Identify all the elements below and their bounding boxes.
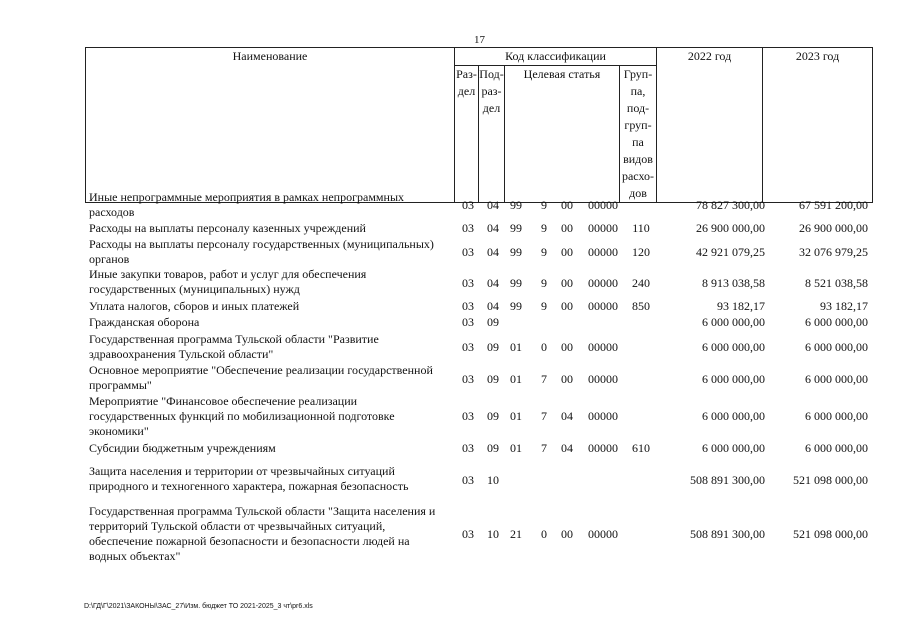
cell-target-direction: 00000 bbox=[588, 299, 618, 313]
cell-2022: 508 891 300,00 bbox=[690, 473, 765, 487]
row-name: Расходы на выплаты персоналу казенных учреждений bbox=[89, 221, 366, 235]
row-name: Иные закупки товаров, работ и услуг для обеспечения государственных (муниципальных) нужд bbox=[89, 267, 367, 296]
cell-target-direction: 00000 bbox=[588, 441, 618, 455]
table-row bbox=[85, 332, 875, 362]
cell-group: 120 bbox=[632, 245, 650, 259]
cell-target-direction: 00000 bbox=[588, 527, 618, 541]
cell-2023: 8 521 038,58 bbox=[805, 276, 868, 290]
cell-target-event: 00 bbox=[561, 340, 573, 354]
cell-target-program: 01 bbox=[510, 409, 522, 423]
cell-2023: 26 900 000,00 bbox=[799, 221, 868, 235]
cell-2022: 93 182,17 bbox=[717, 299, 765, 313]
header-group: Груп- па, под- груп- па видов расхо- дов bbox=[620, 66, 657, 203]
cell-2023: 93 182,17 bbox=[820, 299, 868, 313]
cell-razdel: 03 bbox=[462, 473, 474, 487]
cell-target-direction: 00000 bbox=[588, 221, 618, 235]
cell-podrazdel: 04 bbox=[487, 221, 499, 235]
cell-target-program: 99 bbox=[510, 276, 522, 290]
cell-target-subprogram: 0 bbox=[541, 340, 547, 354]
header-code: Код классификации bbox=[455, 48, 657, 66]
cell-group: 850 bbox=[632, 299, 650, 313]
cell-2022: 6 000 000,00 bbox=[702, 340, 765, 354]
header-name: Наименование bbox=[86, 48, 455, 203]
cell-podrazdel: 10 bbox=[487, 527, 499, 541]
cell-razdel: 03 bbox=[462, 315, 474, 329]
cell-target-subprogram: 7 bbox=[541, 441, 547, 455]
cell-target-program: 21 bbox=[510, 527, 522, 541]
cell-2023: 6 000 000,00 bbox=[805, 409, 868, 423]
table-row bbox=[85, 464, 875, 496]
cell-target-direction: 00000 bbox=[588, 340, 618, 354]
row-name: Расходы на выплаты персоналу государственных (муниципальных) органов bbox=[89, 237, 434, 266]
cell-target-program: 01 bbox=[510, 372, 522, 386]
cell-podrazdel: 09 bbox=[487, 409, 499, 423]
cell-target-event: 04 bbox=[561, 409, 573, 423]
row-name: Защита населения и территории от чрезвычайных ситуаций природного и техногенного характера, пожарная безопасность bbox=[89, 464, 409, 493]
cell-group: 240 bbox=[632, 276, 650, 290]
cell-razdel: 03 bbox=[462, 441, 474, 455]
cell-razdel: 03 bbox=[462, 198, 474, 212]
table-row bbox=[85, 299, 875, 315]
page-number: 17 bbox=[474, 34, 485, 46]
cell-podrazdel: 09 bbox=[487, 372, 499, 386]
cell-2022: 6 000 000,00 bbox=[702, 441, 765, 455]
cell-podrazdel: 04 bbox=[487, 198, 499, 212]
cell-2023: 6 000 000,00 bbox=[805, 340, 868, 354]
row-name: Государственная программа Тульской области "Защита населения и территорий Тульской области от чрезвычайных ситуаций, обеспечение пожарной безопасности и безопасности людей на водных объектах" bbox=[89, 504, 436, 563]
cell-target-event: 00 bbox=[561, 372, 573, 386]
cell-podrazdel: 09 bbox=[487, 315, 499, 329]
cell-2023: 6 000 000,00 bbox=[805, 441, 868, 455]
cell-target-program: 99 bbox=[510, 299, 522, 313]
cell-2022: 78 827 300,00 bbox=[696, 198, 765, 212]
cell-target-event: 00 bbox=[561, 299, 573, 313]
cell-podrazdel: 04 bbox=[487, 276, 499, 290]
cell-target-program: 01 bbox=[510, 340, 522, 354]
table-row bbox=[85, 237, 875, 267]
cell-2022: 6 000 000,00 bbox=[702, 409, 765, 423]
header-2023: 2023 год bbox=[763, 48, 873, 203]
cell-razdel: 03 bbox=[462, 276, 474, 290]
table-row bbox=[85, 504, 875, 566]
row-name: Основное мероприятие "Обеспечение реализации государственной программы" bbox=[89, 363, 433, 392]
cell-2023: 521 098 000,00 bbox=[793, 527, 868, 541]
cell-2023: 32 076 979,25 bbox=[799, 245, 868, 259]
cell-target-subprogram: 9 bbox=[541, 221, 547, 235]
row-name: Мероприятие "Финансовое обеспечение реализации государственных функций по мобилизационной подготовке экономики" bbox=[89, 394, 395, 438]
row-name: Уплата налогов, сборов и иных платежей bbox=[89, 299, 300, 313]
table-row bbox=[85, 221, 875, 237]
cell-razdel: 03 bbox=[462, 245, 474, 259]
cell-target-event: 00 bbox=[561, 527, 573, 541]
header-2022: 2022 год bbox=[657, 48, 763, 203]
cell-podrazdel: 09 bbox=[487, 340, 499, 354]
cell-target-direction: 00000 bbox=[588, 409, 618, 423]
cell-target-program: 99 bbox=[510, 198, 522, 212]
table-row bbox=[85, 267, 875, 298]
cell-2022: 42 921 079,25 bbox=[696, 245, 765, 259]
table-header bbox=[85, 47, 873, 203]
cell-target-program: 01 bbox=[510, 441, 522, 455]
cell-target-program: 99 bbox=[510, 221, 522, 235]
cell-target-program: 99 bbox=[510, 245, 522, 259]
cell-razdel: 03 bbox=[462, 527, 474, 541]
cell-group: 110 bbox=[632, 221, 650, 235]
cell-target-subprogram: 7 bbox=[541, 372, 547, 386]
file-path-footer: D:\ГД\Г\2021\ЗАКОНЫ\ЗАС_27\Изм. бюджет ТО 2021-2025_3 чт\pr6.xls bbox=[84, 603, 313, 610]
header-podrazdel: Под- раз- дел bbox=[479, 66, 505, 203]
table-row bbox=[85, 394, 875, 439]
cell-2023: 6 000 000,00 bbox=[805, 315, 868, 329]
cell-group: 610 bbox=[632, 441, 650, 455]
cell-razdel: 03 bbox=[462, 299, 474, 313]
cell-podrazdel: 09 bbox=[487, 441, 499, 455]
cell-target-direction: 00000 bbox=[588, 372, 618, 386]
cell-podrazdel: 04 bbox=[487, 245, 499, 259]
header-target: Целевая статья bbox=[505, 66, 620, 203]
table-row bbox=[85, 315, 875, 331]
cell-2022: 26 900 000,00 bbox=[696, 221, 765, 235]
cell-target-subprogram: 9 bbox=[541, 276, 547, 290]
cell-2023: 67 591 200,00 bbox=[799, 198, 868, 212]
cell-2022: 8 913 038,58 bbox=[702, 276, 765, 290]
row-name: Субсидии бюджетным учреждениям bbox=[89, 441, 276, 455]
cell-target-subprogram: 9 bbox=[541, 245, 547, 259]
cell-target-event: 00 bbox=[561, 198, 573, 212]
cell-target-event: 00 bbox=[561, 245, 573, 259]
table-row bbox=[85, 363, 875, 393]
cell-podrazdel: 04 bbox=[487, 299, 499, 313]
table-row bbox=[85, 441, 875, 457]
cell-target-subprogram: 0 bbox=[541, 527, 547, 541]
cell-2023: 521 098 000,00 bbox=[793, 473, 868, 487]
cell-razdel: 03 bbox=[462, 340, 474, 354]
cell-2022: 6 000 000,00 bbox=[702, 372, 765, 386]
cell-2022: 6 000 000,00 bbox=[702, 315, 765, 329]
cell-target-event: 00 bbox=[561, 276, 573, 290]
cell-razdel: 03 bbox=[462, 409, 474, 423]
cell-podrazdel: 10 bbox=[487, 473, 499, 487]
cell-razdel: 03 bbox=[462, 372, 474, 386]
cell-target-direction: 00000 bbox=[588, 245, 618, 259]
cell-razdel: 03 bbox=[462, 221, 474, 235]
row-name: Гражданская оборона bbox=[89, 315, 200, 329]
cell-target-subprogram: 9 bbox=[541, 299, 547, 313]
cell-2022: 508 891 300,00 bbox=[690, 527, 765, 541]
cell-target-direction: 00000 bbox=[588, 198, 618, 212]
row-name: Государственная программа Тульской области "Развитие здравоохранения Тульской области" bbox=[89, 332, 379, 361]
cell-target-event: 04 bbox=[561, 441, 573, 455]
cell-target-direction: 00000 bbox=[588, 276, 618, 290]
row-name: Иные непрограммные мероприятия в рамках непрограммных расходов bbox=[89, 190, 405, 219]
cell-target-subprogram: 9 bbox=[541, 198, 547, 212]
cell-target-subprogram: 7 bbox=[541, 409, 547, 423]
cell-2023: 6 000 000,00 bbox=[805, 372, 868, 386]
table-row bbox=[85, 190, 875, 220]
cell-target-event: 00 bbox=[561, 221, 573, 235]
header-razdel: Раз- дел bbox=[455, 66, 479, 203]
